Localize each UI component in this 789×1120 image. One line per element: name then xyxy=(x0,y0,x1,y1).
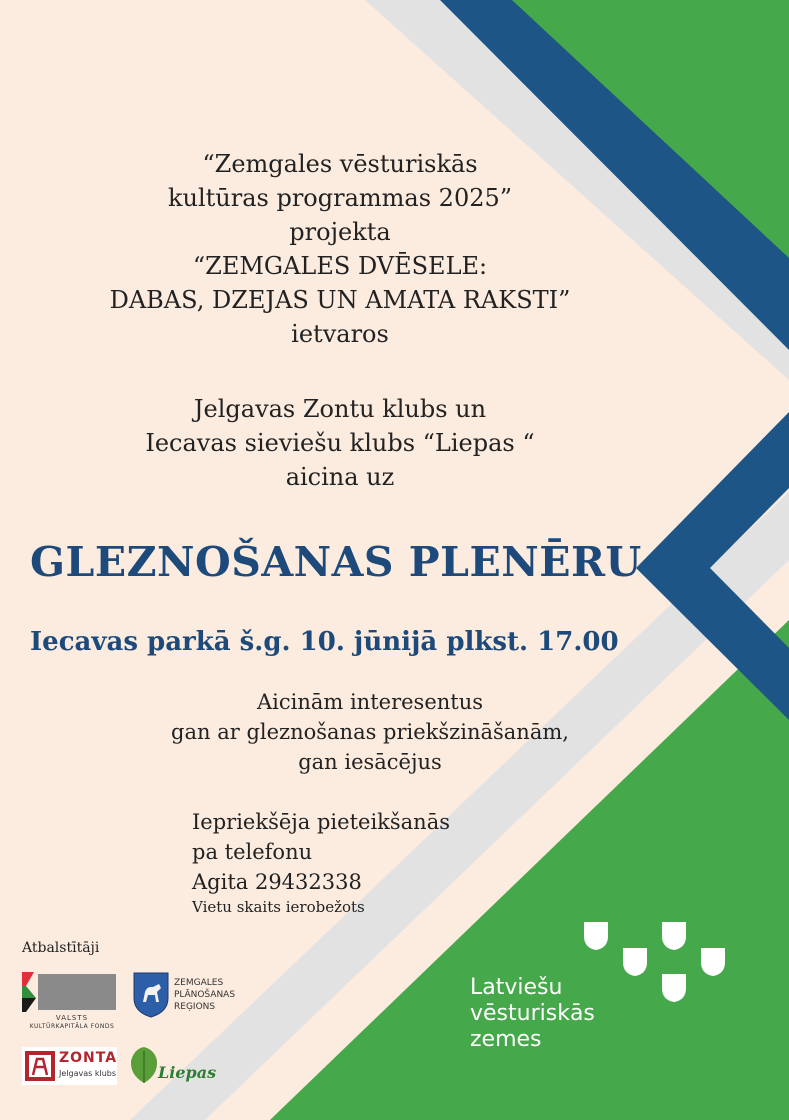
liepas-logo xyxy=(128,1045,223,1087)
vkf-grey-block xyxy=(38,974,116,1010)
zpr-name-line3: REĢIONS xyxy=(174,1002,216,1012)
zpr-logo xyxy=(133,972,243,1022)
intro-line: ietvaros xyxy=(291,320,389,348)
invite-line: gan iesācējus xyxy=(298,750,442,774)
project-intro xyxy=(0,147,680,351)
event-time-place: Iecavas parkā š.g. 10. jūnijā plkst. 17.00 xyxy=(30,627,619,657)
zonta-mark-icon xyxy=(25,1051,55,1081)
supporters-label: Atbalstītāji xyxy=(22,940,100,956)
organizer-line: aicina uz xyxy=(285,463,395,491)
limited-seats-note: Vietu skaits ierobežots xyxy=(192,898,365,916)
coat-of-arms-icon xyxy=(133,972,169,1018)
invite-line: Aicinām interesentus xyxy=(256,690,484,714)
zonta-logo xyxy=(22,1047,117,1085)
vkf-mark-icon xyxy=(22,972,38,1012)
leaf-icon xyxy=(128,1045,160,1085)
vkf-name-line2: KULTŪRKAPITĀLA FONDS xyxy=(29,1023,115,1030)
intro-line: “Zemgales vēsturiskās xyxy=(202,150,478,178)
invite-line: gan ar gleznošanas priekšzināšanām, xyxy=(171,720,569,744)
brand-line: vēsturiskās xyxy=(470,1001,595,1026)
intro-line: “ZEMGALES DVĒSELE: xyxy=(192,252,488,280)
intro-line: DABAS, DZEJAS UN AMATA RAKSTI” xyxy=(109,286,571,314)
organizer-line: Iecavas sieviešu klubs “Liepas “ xyxy=(145,429,535,457)
liepas-name: Liepas xyxy=(158,1063,217,1082)
brand-wordmark xyxy=(470,975,690,1053)
vkf-name-line1: VALSTS xyxy=(55,1014,89,1022)
intro-line: projekta xyxy=(289,218,391,246)
registration-phone: Agita 29432338 xyxy=(192,870,362,894)
brand-line: Latviešu xyxy=(470,975,563,1000)
intro-line: kultūras programmas 2025” xyxy=(167,184,513,212)
zpr-name-line1: ZEMGALES xyxy=(174,978,224,988)
organizers xyxy=(0,392,680,494)
registration-line: Iepriekšēja pieteikšanās xyxy=(192,810,450,834)
zonta-name: ZONTA xyxy=(59,1050,118,1066)
registration-line: pa telefonu xyxy=(192,840,313,864)
zonta-subname: Jelgavas klubs xyxy=(59,1069,117,1078)
vkf-logo xyxy=(22,972,122,1032)
zpr-name-line2: PLĀNOŠANAS xyxy=(174,990,236,1000)
registration-info xyxy=(192,807,492,897)
invitation-text xyxy=(30,687,710,777)
brand-line: zemes xyxy=(470,1027,542,1052)
organizer-line: Jelgavas Zontu klubs un xyxy=(193,395,487,423)
event-title: GLEZNOŠANAS PLENĒRU xyxy=(30,538,642,586)
